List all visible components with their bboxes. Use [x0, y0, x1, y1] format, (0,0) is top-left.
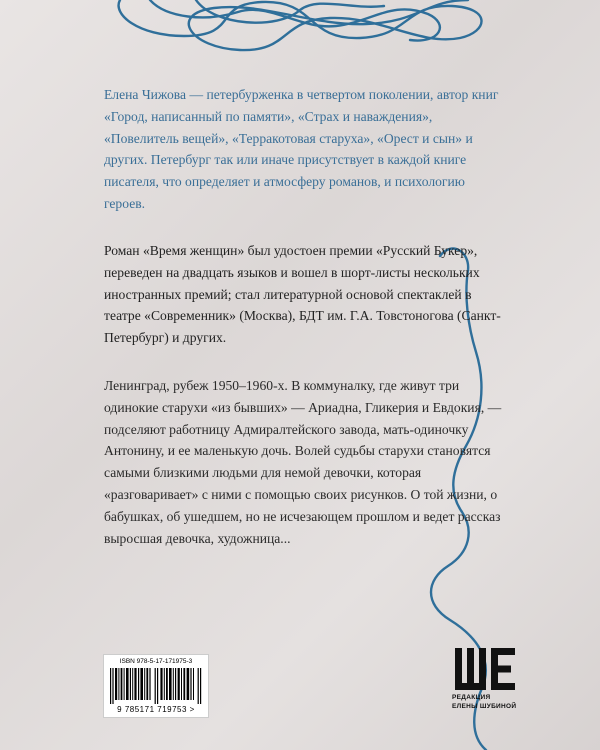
synopsis-paragraph: Ленинград, рубеж 1950–1960-х. В коммуналку, где живут три одинокие старухи «из бывших» — Ариадна, Гликерия и Евдокия, — подселяют работницу Адмиралтейского завода, мать-одиночку Антонину, и ее маленькую дочь. Волей судьбы старухи становятся самыми близкими людьми для немой девочки, которая «разговаривает» с ними с помощью своих рисунков. О той жизни, о бабушках, об ушедшем, но не исчезающем прошлом и ведет рассказ выросшая девочка, художница...	[104, 378, 502, 546]
isbn-number: ISBN 978-5-17-171975-3	[119, 658, 193, 665]
publisher-mark	[452, 648, 532, 718]
author-bio-paragraph: Елена Чижова — петербурженка в четвертом поколении, автор книг «Город, написанный по памяти», «Страх и наваждения», «Повелитель вещей», «Терракотовая старуха», «Орест и сын» и других. Петербург так или иначе присутствует в каждой книге писателя, что определяет и атмосферу романов, и психологию героев.	[104, 87, 499, 211]
barcode-digits: 9 785171 719753 >	[117, 705, 195, 714]
isbn-barcode	[103, 654, 209, 718]
awards-paragraph: Роман «Время женщин» был удостоен премии «Русский Букер», переведен на двадцать языков и вошел в шорт-листы нескольких иностранных премий; стал литературной основой спектаклей в театре «Современник» (Москва), БДТ им. Г.А. Товстоногова (Санкт-Петербург) и других.	[104, 243, 501, 346]
barcode-bars	[110, 668, 202, 704]
publisher-line-1: РЕДАКЦИЯ	[452, 694, 491, 701]
publisher-line-2: ЕЛЕНЫ ШУБИНОЙ	[452, 703, 517, 710]
publisher-logo-icon	[455, 648, 517, 690]
